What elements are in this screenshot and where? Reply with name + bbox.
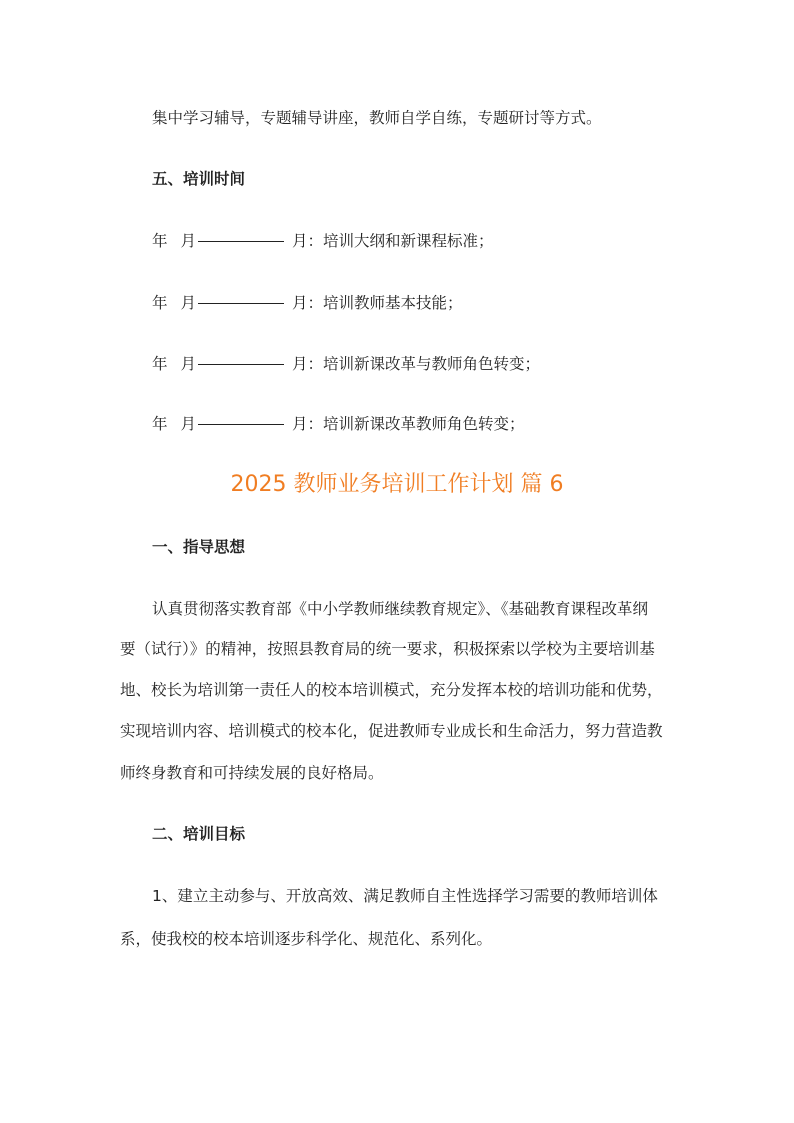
paragraph-line: 认真贯彻落实教育部《中小学教师继续教育规定》、《基础教育课程改革纲 bbox=[152, 600, 649, 618]
paragraph-line: 1、建立主动参与、开放高效、满足教师自主性选择学习需要的教师培训体 bbox=[152, 887, 658, 905]
schedule-year: 年 bbox=[152, 355, 168, 373]
plan-title: 2025 教师业务培训工作计划 篇 6 bbox=[230, 472, 564, 497]
schedule-year: 年 bbox=[152, 232, 168, 250]
intro-paragraph: 集中学习辅导，专题辅导讲座，教师自学自练，专题研讨等方式。 bbox=[152, 109, 602, 127]
schedule-year: 年 bbox=[152, 415, 168, 433]
schedule-content: ：培训教师基本技能； bbox=[307, 294, 463, 312]
section5-heading: 五、培训时间 bbox=[152, 170, 246, 188]
schedule-month: 月 bbox=[180, 355, 196, 373]
schedule-end-month: 月 bbox=[291, 355, 308, 373]
paragraph-line: 师终身教育和可持续发展的良好格局。 bbox=[120, 764, 384, 782]
date-range-dash bbox=[198, 364, 284, 365]
date-range-dash bbox=[198, 303, 284, 304]
schedule-row bbox=[152, 293, 463, 313]
section1-heading: 一、指导思想 bbox=[152, 538, 246, 556]
paragraph-line: 系，使我校的校本培训逐步科学化、规范化、系列化。 bbox=[120, 930, 493, 948]
schedule-end-month: 月 bbox=[291, 415, 308, 433]
paragraph-line: 要（试行）》的精神，按照县教育局的统一要求，积极探索以学校为主要培训基 bbox=[120, 640, 655, 658]
schedule-row bbox=[152, 414, 525, 434]
schedule-row bbox=[152, 231, 494, 251]
schedule-month: 月 bbox=[180, 294, 196, 312]
schedule-month: 月 bbox=[180, 232, 196, 250]
schedule-content: ：培训新课改革与教师角色转变； bbox=[307, 355, 540, 373]
schedule-year: 年 bbox=[152, 294, 168, 312]
date-range-dash bbox=[198, 241, 284, 242]
schedule-month: 月 bbox=[180, 415, 196, 433]
schedule-content: ：培训大纲和新课程标准； bbox=[307, 232, 494, 250]
schedule-end-month: 月 bbox=[291, 232, 308, 250]
section2-heading: 二、培训目标 bbox=[152, 825, 246, 843]
paragraph-line: 地、校长为培训第一责任人的校本培训模式，充分发挥本校的培训功能和优势， bbox=[120, 681, 663, 699]
date-range-dash bbox=[198, 424, 284, 425]
schedule-end-month: 月 bbox=[291, 294, 308, 312]
schedule-row bbox=[152, 354, 540, 374]
paragraph-line: 实现培训内容、培训模式的校本化，促进教师专业成长和生命活力，努力营造教 bbox=[120, 722, 663, 740]
schedule-content: ：培训新课改革教师角色转变； bbox=[307, 415, 525, 433]
